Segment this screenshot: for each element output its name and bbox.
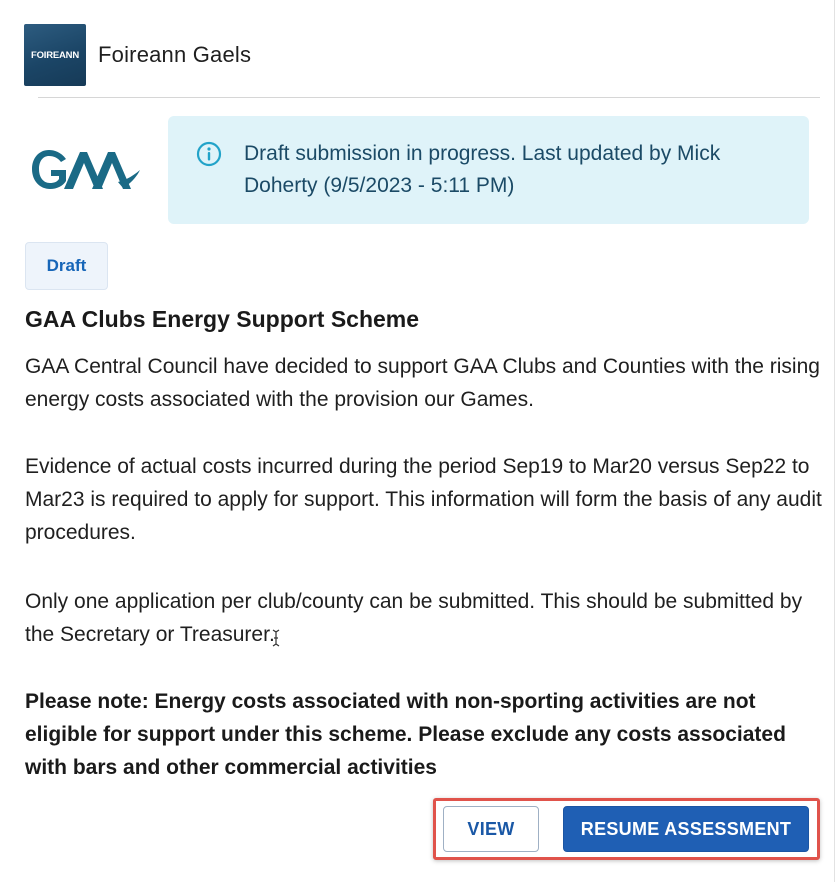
description-paragraph: GAA Central Council have decided to support GAA Clubs and Counties with the rising energy costs associated with the provision our Games. (25, 355, 820, 411)
header-divider (38, 97, 820, 98)
org-logo (24, 24, 86, 86)
scheme-title: GAA Clubs Energy Support Scheme (25, 306, 420, 332)
info-icon (196, 141, 222, 167)
text-cursor-icon (271, 629, 281, 647)
org-header (24, 24, 251, 86)
status-badge: Draft (25, 242, 108, 290)
org-name: Foireann Gaels (98, 42, 252, 67)
resume-assessment-button[interactable]: RESUME ASSESSMENT (563, 806, 809, 852)
draft-info-banner (168, 116, 809, 224)
banner-message: Draft submission in progress. Last updated by Mick Doherty (9/5/2023 - 5:11 PM) (244, 142, 721, 197)
view-button[interactable]: VIEW (443, 806, 539, 852)
note-paragraph: Please note: Energy costs associated with non-sporting activities are not eligible for support under this scheme. Please exclude any costs associated with bars and other commercial activities (25, 690, 786, 779)
description-paragraph: Only one application per club/county can be submitted. This should be submitted by the Secretary or Treasurer. (25, 590, 803, 646)
description-paragraph: Evidence of actual costs incurred during the period Sep19 to Mar20 versus Sep22 to Mar23 is required to apply for support. This information will form the basis of any audit procedures. (25, 455, 822, 544)
gaa-logo (30, 146, 142, 194)
org-logo-text: FOIREANN (30, 49, 79, 61)
